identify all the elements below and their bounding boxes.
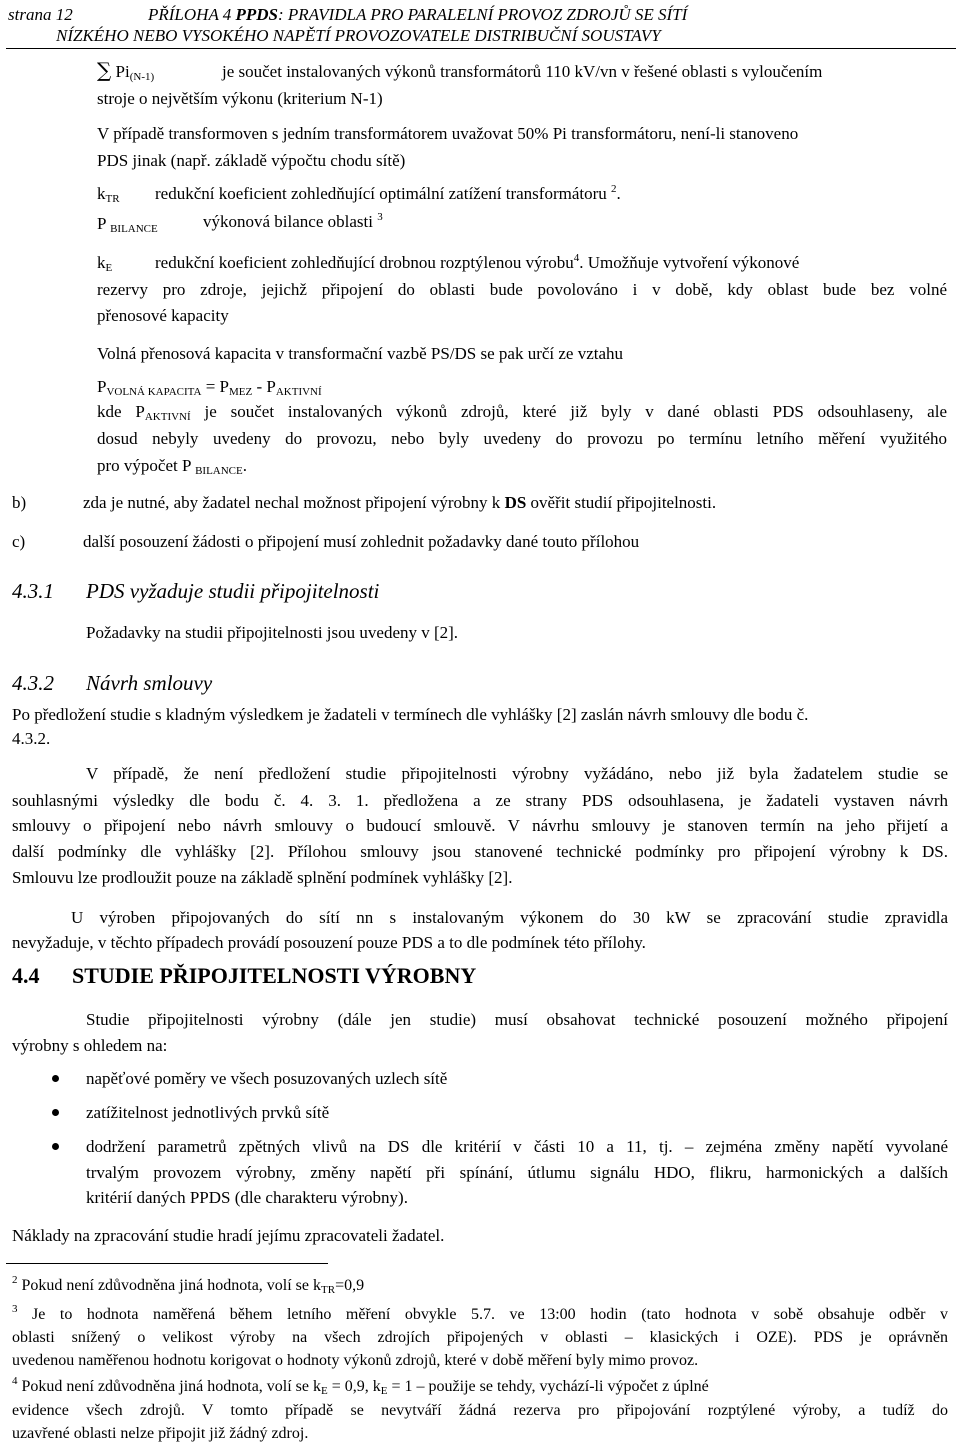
volna-kapacita-intro: Volná přenosová kapacita v transformační vazbě PS/DS se pak určí ze vztahu bbox=[97, 344, 624, 363]
section-4-3-1-number: 4.3.1 bbox=[12, 579, 54, 603]
def-ke-line-2: rezervy pro zdroje, jejichž připojení do oblasti bude povolováno i v době, kdy oblast bude bez volné bbox=[97, 280, 947, 299]
sec432-p2-line-5: Smlouvu lze prodloužit pouze na základě splnění podmínek vyhlášky [2]. bbox=[12, 868, 513, 887]
bullet-item-3-line-2: trvalým provozem výrobny, změny napětí při spínání, útlumu signálu HDO, flikru, harmonických a dalších bbox=[86, 1163, 948, 1182]
kde-line-2: dosud nebyly uvedeny do provozu, nebo byly uvedeny do provozu po termínu letního měření využitého bbox=[97, 429, 947, 448]
footnote-3-line-2: oblasti snížený o velikost výroby na všech zdrojích připojených v oblasti – klasických i OZE). PDS je oprávněn bbox=[12, 1329, 948, 1346]
def-ke-desc: redukční koeficient zohledňující drobnou rozptýlenou výrobu$^4$. Umožňuje vytvoření výkonové bbox=[155, 252, 800, 272]
def-pbilance-desc: výkonová bilance oblasti $^3$ bbox=[203, 211, 383, 231]
header-rule bbox=[6, 48, 956, 49]
section-4-3-1-body: Požadavky na studii připojitelnosti jsou uvedeny v [2]. bbox=[86, 623, 459, 642]
bullet-item-1: napěťové poměry ve všech posuzovaných uzlech sítě bbox=[86, 1069, 448, 1088]
page-number: strana 12 bbox=[8, 5, 73, 24]
sec432-p1-line-1: Po předložení studie s kladným výsledkem je žadateli v termínech dle vyhlášky [2] zaslán návrh smlouvy dle bodu č. bbox=[12, 705, 809, 724]
footnote-rule bbox=[6, 1263, 328, 1264]
sec432-p2-line-1: V případě, že není předložení studie připojitelnosti výrobny vyžádáno, nebo již byla žadatelem studie se bbox=[86, 764, 948, 783]
section-4-4-number: 4.4 bbox=[12, 963, 40, 988]
def-ktr-desc: redukční koeficient zohledňující optimální zatížení transformátoru $^2$. bbox=[155, 183, 621, 203]
sec44-intro-line-1: Studie připojitelnosti výrobny (dále jen studie) musí obsahovat technické posouzení možného připojení bbox=[86, 1010, 948, 1029]
section-4-3-2-title: Návrh smlouvy bbox=[86, 671, 213, 695]
sec432-p3-line-1: U výroben připojovaných do sítí nn s instalovaným výkonem do 30 kW se zpracování studie zpravidla bbox=[71, 908, 948, 927]
footnote-3-line-3: uvedenou naměřenou hodnotu korigovat o hodnoty výkonů zdrojů, které v době měření byly mimo provoz. bbox=[12, 1352, 699, 1369]
def-pbilance-symbol: P $_{BILANCE}$ bbox=[97, 214, 158, 235]
def-ke-line-3: přenosové kapacity bbox=[97, 306, 229, 325]
sec432-p2-line-2: souhlasnými výsledky dle bodu č. 4. 3. 1. předložena a ze strany PDS odsouhlasena, je žadateli vystaven návrh bbox=[12, 791, 948, 810]
footnote-4-line-2: evidence všech zdrojů. V tomto případě se nevytváří žádná rezerva pro připojování rozptýlené výroby, a tudíž do bbox=[12, 1402, 948, 1419]
sec432-p2-line-4: další podmínky dle vyhlášky [2]. Přílohou smlouvy jsou stanovené technické podmínky pro připojení výrobny k DS. bbox=[12, 842, 948, 861]
sec432-p1-line-2: 4.3.2. bbox=[12, 729, 51, 748]
item-b-text: zda je nutné, aby žadatel nechal možnost připojení výrobny k DS ověřit studií připojitelnosti. bbox=[83, 493, 717, 512]
def-pi-desc-2: stroje o největším výkonu (kriterium N-1) bbox=[97, 89, 383, 108]
bullet-item-3-line-3: kritérií daných PPDS (dle charakteru výrobny). bbox=[86, 1188, 408, 1207]
bullet-item-2: zatížitelnost jednotlivých prvků sítě bbox=[86, 1103, 330, 1122]
costs-note: Náklady na zpracování studie hradí jejímu zpracovateli žadatel. bbox=[12, 1226, 445, 1245]
header-title-line2: NÍZKÉHO NEBO VYSOKÉHO NAPĚTÍ PROVOZOVATELE DISTRIBUČNÍ SOUSTAVY bbox=[56, 26, 661, 45]
bullet-dot-1 bbox=[52, 1075, 59, 1082]
kde-line-3: pro výpočet P $_{BILANCE}$. bbox=[97, 456, 247, 477]
sec44-intro-line-2: výrobny s ohledem na: bbox=[12, 1036, 168, 1055]
equation-volna-kapacita: $P_{VOLNÁ KAPACITA} = P_{MEZ} - P_{AKTIVNÍ}$ bbox=[97, 377, 322, 398]
section-4-3-2-number: 4.3.2 bbox=[12, 671, 54, 695]
bullet-item-3-line-1: dodržení parametrů zpětných vlivů na DS dle kritérií v části 10 a 11, tj. – zejména změny napětí vyvolané bbox=[86, 1137, 948, 1156]
section-4-4-title: STUDIE PŘIPOJITELNOSTI VÝROBNY bbox=[72, 963, 477, 988]
sec432-p2-line-3: smlouvy o připojení nebo návrh smlouvy o budoucí smlouvě. V návrhu smlouvy je stanoven termín na jeho přijetí a bbox=[12, 816, 948, 835]
def-pi-desc-1: je součet instalovaných výkonů transformátorů 110 kV/vn v řešené oblasti s vyloučením bbox=[222, 62, 823, 81]
footnote-2: $^2$ Pokud není zdůvodněna jiná hodnota, volí se $k_{TR}=0,9$ bbox=[12, 1274, 365, 1296]
header-title-line1: PŘÍLOHA 4 PPDS: PRAVIDLA PRO PARALELNÍ PROVOZ ZDROJŮ SE SÍTÍ bbox=[148, 5, 688, 24]
kde-line-1: kde $P_{AKTIVNÍ}$ je součet instalovaných výkonů zdrojů, které již byly v dané oblasti PDS odsouhlaseny, ale bbox=[97, 402, 947, 423]
footnote-4-line-1: $^4$ Pokud není zdůvodněna jiná hodnota, volí se $k_E = 0,9$, $k_E = 1$ – použije se tehdy, vychází-li výpočet z úplné bbox=[12, 1375, 709, 1397]
section-4-3-1-title: PDS vyžaduje studii připojitelnosti bbox=[86, 579, 380, 603]
def-ke-symbol: $k_E$ bbox=[97, 253, 113, 274]
def-pi-symbol: ∑ $Pi_{(N-1)}$ bbox=[97, 58, 155, 83]
item-c-text: další posouzení žádosti o připojení musí zohlednit požadavky dané touto přílohou bbox=[83, 532, 640, 551]
def-pi-note-2: PDS jinak (např. základě výpočtu chodu sítě) bbox=[97, 151, 406, 170]
item-c-marker: c) bbox=[12, 532, 26, 551]
bullet-dot-3 bbox=[52, 1143, 59, 1150]
bullet-dot-2 bbox=[52, 1109, 59, 1116]
def-ktr-symbol: $k_{TR}$ bbox=[97, 184, 120, 205]
footnote-4-line-3: uzavřené oblasti nelze připojit již žádný zdroj. bbox=[12, 1425, 309, 1442]
footnote-3-line-1: $^3$ Je to hodnota naměřená během letního měření obvykle 5.7. ve 13:00 hodin (tato hodnota v sobě obsahuje odběr v bbox=[12, 1303, 948, 1323]
def-pi-note-1: V případě transformoven s jedním transformátorem uvažovat 50% Pi transformátoru, není-li stanoveno bbox=[97, 124, 799, 143]
item-b-marker: b) bbox=[12, 493, 27, 512]
sec432-p3-line-2: nevyžaduje, v těchto případech provádí posouzení pouze PDS a to dle podmínek této přílohy. bbox=[12, 933, 646, 952]
